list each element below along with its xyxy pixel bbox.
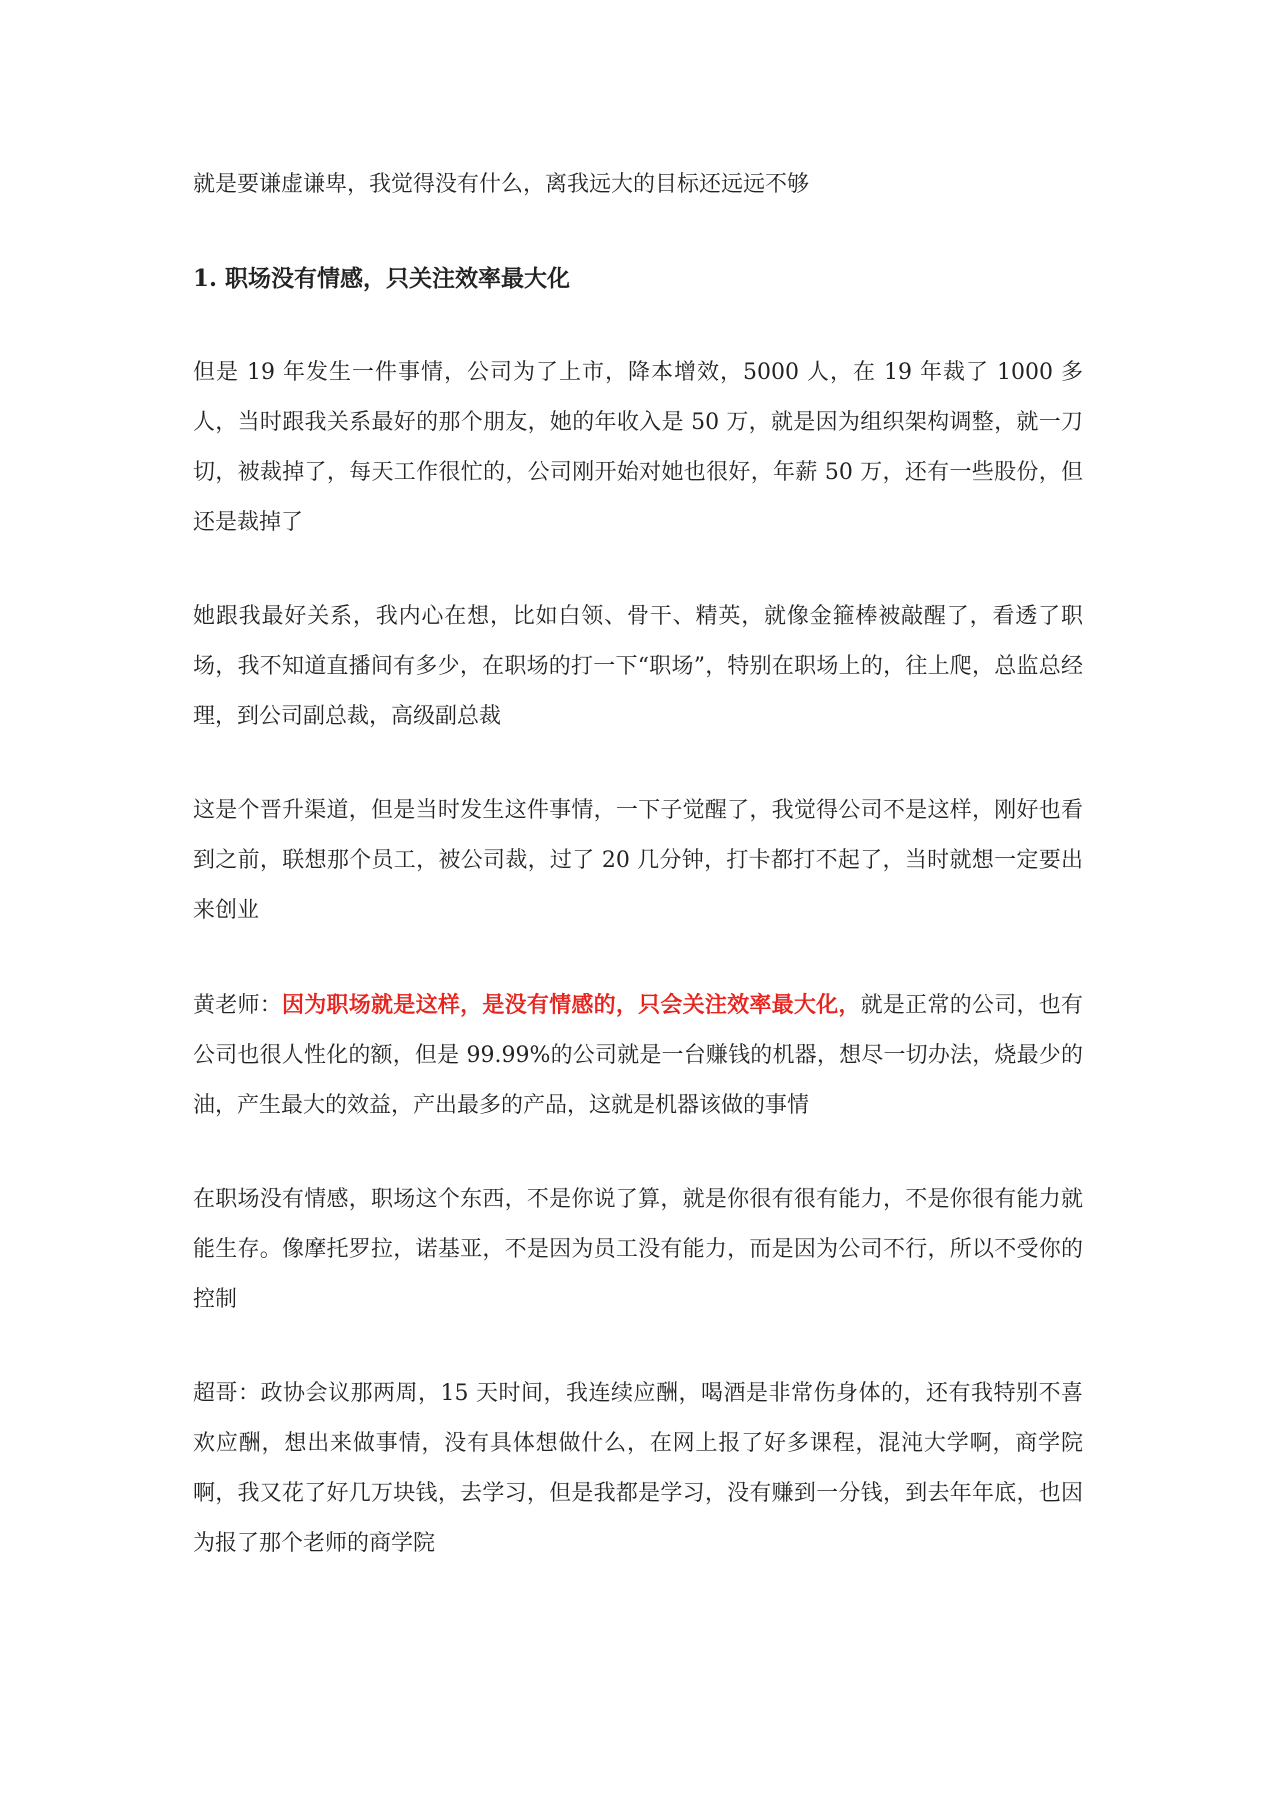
highlighted-text: 因为职场就是这样，是没有情感的，只会关注效率最大化， (282, 992, 861, 1018)
spacer (193, 742, 1083, 786)
spacer (193, 936, 1083, 980)
paragraph-3: 她跟我最好关系，我内心在想，比如白领、骨干、精英，就像金箍棒被敲醒了，看透了职场，我不知道直播间有多少，在职场的打一下“职场”，特别在职场上的，往上爬，总监总经理，到公司副总裁，高级副总裁 (193, 604, 1083, 729)
document-page (193, 160, 1083, 1569)
paragraph-2: 但是 19 年发生一件事情，公司为了上市，降本增效，5000 人，在 19 年裁了 1000 多人，当时跟我关系最好的那个朋友，她的年收入是 50 万，就是因为组织架构调整，就一刀切，被裁掉了，每天工作很忙的，公司刚开始对她也很好，年薪 50 万，还有一些股份，但还是裁掉了 (193, 360, 1083, 535)
paragraph-4: 这是个晋升渠道，但是当时发生这件事情，一下子觉醒了，我觉得公司不是这样，刚好也看到之前，联想那个员工，被公司裁，过了 20 几分钟，打卡都打不起了，当时就想一定要出来创业 (193, 798, 1083, 923)
paragraph-6: 在职场没有情感，职场这个东西，不是你说了算，就是你很有很有能力，不是你很有能力就能生存。像摩托罗拉，诺基亚，不是因为员工没有能力，而是因为公司不行，所以不受你的控制 (193, 1187, 1083, 1312)
section-heading: 1. 职场没有情感，只关注效率最大化 (193, 265, 571, 292)
speaker-label: 黄老师： (193, 993, 283, 1018)
paragraph-text: 就是正常的公司，也有公司也很人性化的额，但是 99.99%的公司就是一台赚钱的机器，想尽一切办法，烧最少的油，产生最大的效益，产出最多的产品，这就是机器该做的事情 (193, 993, 1083, 1118)
paragraph-5 (193, 980, 1083, 1131)
spacer (193, 210, 1083, 254)
spacer (193, 304, 1083, 348)
spacer (193, 1131, 1083, 1175)
paragraph-7: 超哥：政协会议那两周，15 天时间，我连续应酬，喝酒是非常伤身体的，还有我特别不喜欢应酬，想出来做事情，没有具体想做什么，在网上报了好多课程，混沌大学啊，商学院啊，我又花了好几万块钱，去学习，但是我都是学习，没有赚到一分钱，到去年年底，也因为报了那个老师的商学院 (193, 1381, 1083, 1556)
paragraph-1: 就是要谦虚谦卑，我觉得没有什么，离我远大的目标还远远不够 (193, 172, 810, 197)
spacer (193, 548, 1083, 592)
spacer (193, 1325, 1083, 1369)
